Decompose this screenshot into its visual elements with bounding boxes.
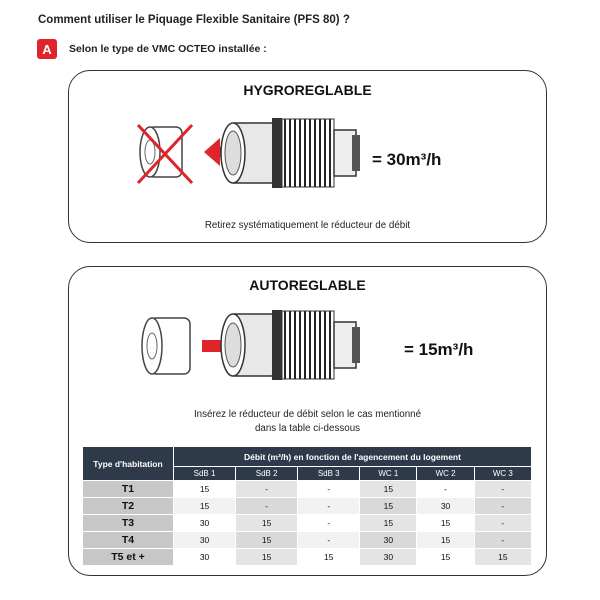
table-cell: - (298, 532, 360, 549)
table-cell: - (474, 498, 531, 515)
table-cell: 15 (298, 549, 360, 566)
hygro-title: HYGROREGLABLE (243, 82, 372, 98)
table-cell: 15 (417, 549, 474, 566)
subcol-header: SdB 2 (236, 467, 298, 481)
table-cell: - (298, 481, 360, 498)
hygro-illustration (130, 105, 370, 205)
auto-flow-rate: = 15m³/h (404, 340, 474, 359)
row-label: T4 (83, 532, 174, 549)
table-cell: 15 (360, 498, 417, 515)
row-label: T1 (83, 481, 174, 498)
section-subtitle: Selon le type de VMC OCTEO installée : (69, 43, 267, 55)
table-cell: 30 (360, 549, 417, 566)
table-cell: - (417, 481, 474, 498)
row-label: T5 et + (83, 549, 174, 566)
reducer-icon (142, 318, 190, 374)
table-cell: - (236, 481, 298, 498)
reducer-crossed-icon (138, 125, 192, 183)
flexible-connector-icon (221, 310, 360, 380)
subcol-header: WC 3 (474, 467, 531, 481)
section-badge: A (37, 39, 57, 59)
table-cell: 15 (236, 549, 298, 566)
table-cell: 15 (236, 515, 298, 532)
table-cell: 30 (174, 515, 236, 532)
subcol-header: SdB 1 (174, 467, 236, 481)
table-cell: 30 (174, 532, 236, 549)
table-cell: 15 (236, 532, 298, 549)
col-header-group: Débit (m³/h) en fonction de l'agencement du logement (174, 447, 532, 467)
subcol-header: WC 1 (360, 467, 417, 481)
table-cell: - (474, 481, 531, 498)
table-cell: 30 (417, 498, 474, 515)
auto-illustration (140, 302, 390, 402)
table-cell: 30 (360, 532, 417, 549)
table-cell: 15 (360, 481, 417, 498)
debit-table (82, 446, 532, 566)
table-row (83, 515, 532, 532)
page-title: Comment utiliser le Piquage Flexible Sanitaire (PFS 80) ? (38, 14, 350, 26)
table-cell: - (474, 515, 531, 532)
table-row (83, 481, 532, 498)
subcol-header: SdB 3 (298, 467, 360, 481)
table-cell: 15 (360, 515, 417, 532)
subcol-header: WC 2 (417, 467, 474, 481)
table-row (83, 532, 532, 549)
row-label: T3 (83, 515, 174, 532)
row-label: T2 (83, 498, 174, 515)
table-cell: 15 (174, 481, 236, 498)
table-cell: 15 (474, 549, 531, 566)
table-cell: - (474, 532, 531, 549)
auto-caption-line1: Insérez le réducteur de débit selon le cas mentionné (193, 409, 422, 420)
col-header-type: Type d'habitation (83, 447, 174, 481)
table-row (83, 498, 532, 515)
table-cell: 30 (174, 549, 236, 566)
auto-title: AUTOREGLABLE (249, 277, 366, 293)
table-cell: - (298, 515, 360, 532)
flexible-connector-icon (221, 118, 360, 188)
table-cell: 15 (417, 532, 474, 549)
hygro-caption: Retirez systématiquement le réducteur de débit (204, 220, 411, 231)
table-cell: 15 (174, 498, 236, 515)
auto-caption-line2: dans la table ci-dessous (254, 423, 361, 434)
hygro-flow-rate: = 30m³/h (372, 150, 442, 169)
table-cell: 15 (417, 515, 474, 532)
table-cell: - (298, 498, 360, 515)
table-row (83, 549, 532, 566)
table-cell: - (236, 498, 298, 515)
